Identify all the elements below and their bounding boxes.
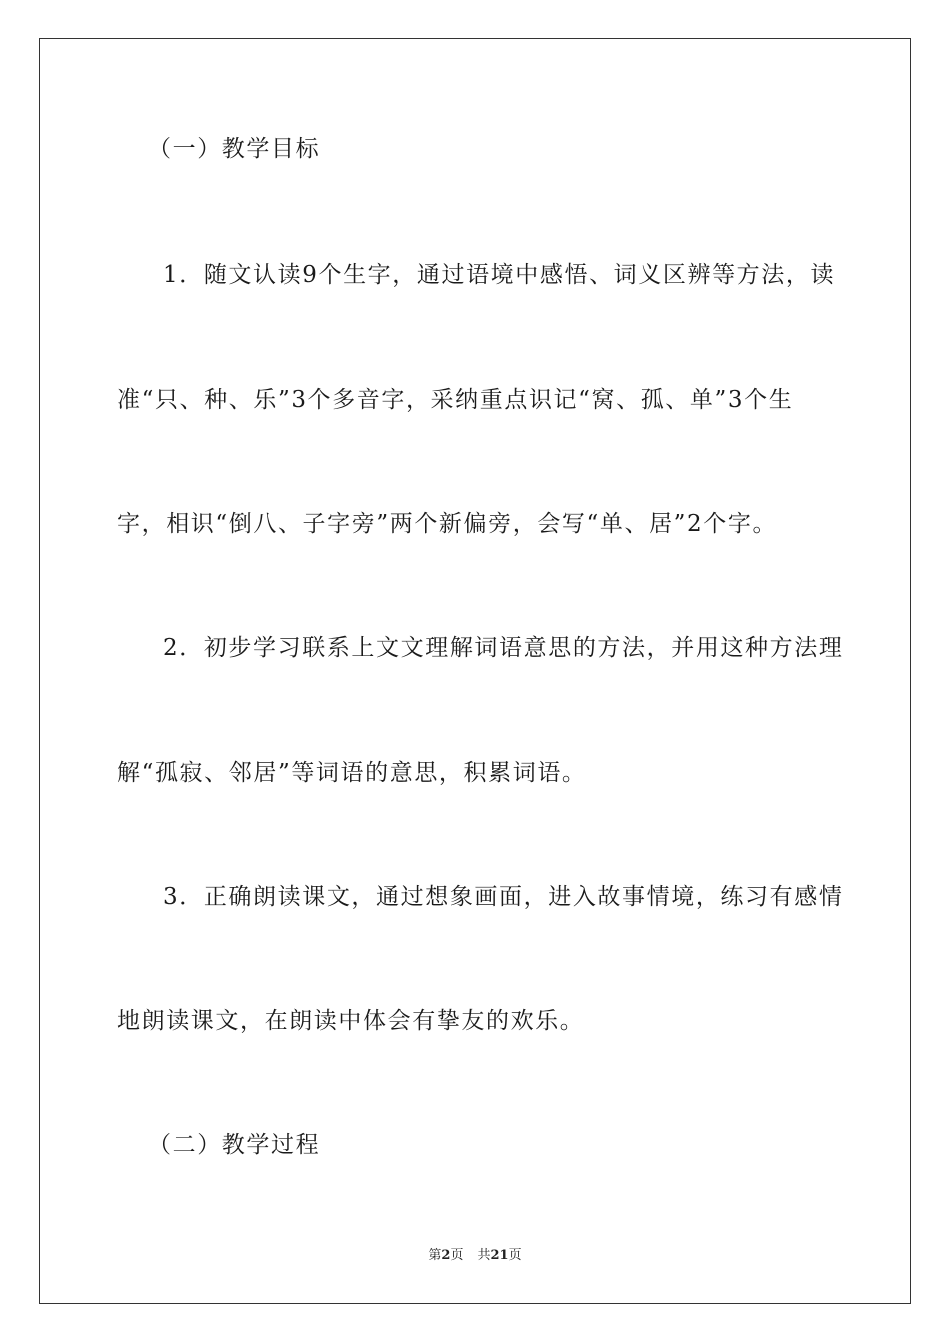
page-footer (0, 1248, 950, 1264)
page-suffix: 页 (450, 1248, 464, 1263)
total-pages: 21 (490, 1248, 509, 1263)
page-prefix: 第 (428, 1248, 442, 1263)
paragraph-line: 地朗读课文，在朗读中体会有挚友的欢乐。 (117, 1008, 585, 1034)
paragraph-line: 字，相识“倒八、子字旁”两个新偏旁，会写“单、居”2个字。 (117, 511, 778, 537)
paragraph-line: 准“只、种、乐”3个多音字，采纳重点识记“窝、孤、单”3个生 (117, 387, 794, 413)
section-heading-objectives: （一）教学目标 (148, 136, 321, 162)
total-prefix: 共 (477, 1248, 491, 1263)
page-border (39, 38, 911, 1304)
paragraph-line: 1．随文认读9个生字，通过语境中感悟、词义区辨等方法，读 (163, 262, 836, 288)
section-heading-process: （二）教学过程 (148, 1132, 321, 1158)
total-suffix: 页 (508, 1248, 522, 1263)
page-number: 2 (441, 1248, 451, 1263)
paragraph-line: 3．正确朗读课文，通过想象画面，进入故事情境，练习有感情 (163, 884, 844, 910)
paragraph-line: 解“孤寂、邻居”等词语的意思，积累词语。 (117, 760, 587, 786)
paragraph-line: 2．初步学习联系上文文理解词语意思的方法，并用这种方法理 (163, 635, 844, 661)
